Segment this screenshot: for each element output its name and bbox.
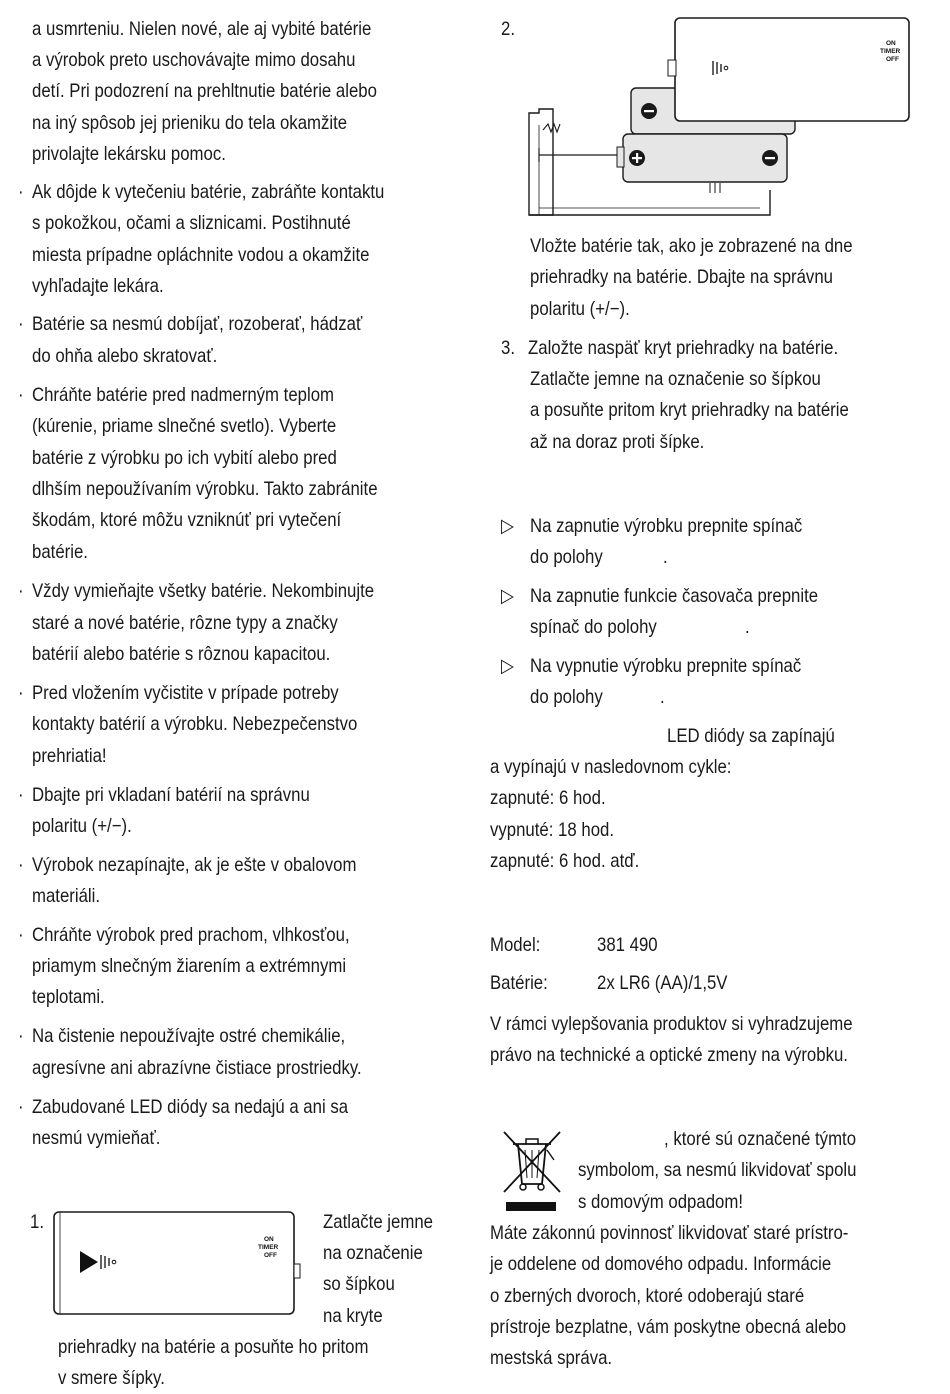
bullet-dot: · (18, 784, 24, 806)
bullet-line: staré a nové batérie, rôzne typy a značky (32, 612, 338, 634)
step-text-line: Na zapnutie výrobku prepnite spínač (530, 515, 803, 537)
step-text-line: so šípkou (323, 1273, 395, 1295)
timer-line: LED diódy sa zapínajú (667, 725, 835, 747)
bullet-line: do ohňa alebo skratovať. (32, 345, 218, 367)
crossed-out-bin-icon (498, 1128, 564, 1214)
bullet-line: dlhším nepoužívaním výrobku. Takto zabránite (32, 478, 378, 500)
bullet-line: (kúrenie, priame slnečné svetlo). Vyberte (32, 415, 337, 437)
triangle-bullet-icon: ▷ (501, 515, 514, 537)
bullet-dot: · (18, 181, 24, 203)
step-text-line: Vložte batérie tak, ako je zobrazené na dne (530, 235, 853, 257)
triangle-bullet-icon: ▷ (501, 655, 514, 677)
bullet-line: polaritu (+/−). (32, 815, 132, 837)
timer-line: zapnuté: 6 hod. atď. (490, 850, 640, 872)
bullet-dot: · (18, 854, 24, 876)
switch-label: ON (886, 40, 896, 47)
disposal-line: je oddelene od domového odpadu. Informácie (490, 1253, 832, 1275)
timer-line: vypnuté: 18 hod. (490, 819, 615, 841)
disposal-line: , ktoré sú označené týmto (664, 1128, 857, 1150)
step-text-line: v smere šípky. (58, 1367, 165, 1389)
bullet-line: batérií alebo batérie s rôznou kapacitou. (32, 643, 331, 665)
step-text-line: do polohy (530, 546, 603, 568)
switch-label: TIMER (258, 1244, 279, 1251)
bullet-line: s pokožkou, očami a sliznicami. Postihnuté (32, 212, 351, 234)
bullet-line: materiáli. (32, 885, 101, 907)
bullet-line: batérie. (32, 541, 88, 563)
step-text-line: na kryte (323, 1305, 383, 1327)
bullet-line: Chráňte batérie pred nadmerným teplom (32, 384, 335, 406)
step-number: 1. (30, 1211, 44, 1233)
bullet-line: Vždy vymieňajte všetky batérie. Nekombinujte (32, 580, 375, 602)
bullet-dot: · (18, 580, 24, 602)
bullet-line: teplotami. (32, 986, 105, 1008)
step-number: 3. (501, 337, 515, 359)
bullet-dot: · (18, 682, 24, 704)
switch-label: TIMER (880, 48, 901, 55)
bullet-line: nesmú vymieňať. (32, 1127, 161, 1149)
step-text-line: . (663, 546, 668, 568)
timer-line: zapnuté: 6 hod. (490, 787, 606, 809)
bullet-line: prehriatia! (32, 745, 107, 767)
step-text-line: do polohy (530, 686, 603, 708)
timer-line: a vypínajú v nasledovnom cykle: (490, 756, 732, 778)
bullet-dot: · (18, 1096, 24, 1118)
bullet-dot: · (18, 384, 24, 406)
step-text-line: priehradky na batérie. Dbajte na správnu (530, 266, 833, 288)
intro-line: privolajte lekársku pomoc. (32, 143, 226, 165)
bullet-line: kontakty batérií a výrobku. Nebezpečenstvo (32, 713, 358, 735)
step-text-line: na označenie (323, 1242, 423, 1264)
switch-label: OFF (886, 56, 899, 63)
disposal-line: o zberných dvoroch, ktoré odoberajú staré (490, 1285, 805, 1307)
disposal-line: symbolom, sa nesmú likvidovať spolu (578, 1159, 857, 1181)
step-text-line: . (660, 686, 665, 708)
spec-value: 2x LR6 (AA)/1,5V (597, 972, 728, 994)
switch-label: ON (264, 1236, 274, 1243)
step-number: 2. (501, 18, 515, 40)
bullet-line: priamym slnečným žiarením a extrémnymi (32, 955, 347, 977)
bullet-line: agresívne ani abrazívne čistiace prostriedky. (32, 1057, 362, 1079)
disposal-line: prístroje bezplatne, vám poskytne obecná alebo (490, 1316, 847, 1338)
disposal-line: s domovým odpadom! (578, 1191, 743, 1213)
bullet-line: škodám, ktoré môžu vzniknúť pri vytečení (32, 509, 342, 531)
bullet-line: Pred vložením vyčistite v prípade potreby (32, 682, 339, 704)
step-text-line: priehradky na batérie a posuňte ho pritom (58, 1336, 369, 1358)
spec-label: Batérie: (490, 972, 548, 994)
intro-line: a výrobok preto uschovávajte mimo dosahu (32, 49, 356, 71)
spec-label: Model: (490, 934, 541, 956)
step-text-line: Založte naspäť kryt priehradky na batérie. (528, 337, 839, 359)
step-text-line: Na zapnutie funkcie časovača prepnite (530, 585, 819, 607)
bullet-line: miesta prípadne opláchnite vodou a okamžite (32, 244, 370, 266)
triangle-bullet-icon: ▷ (501, 585, 514, 607)
step-text-line: až na doraz proti šípke. (530, 431, 705, 453)
intro-line: na iný spôsob jej prieniku do tela okamžite (32, 112, 348, 134)
spec-value: 381 490 (597, 934, 658, 956)
bullet-dot: · (18, 1025, 24, 1047)
bullet-line: vyhľadajte lekára. (32, 275, 164, 297)
bullet-line: Na čistenie nepoužívajte ostré chemikálie, (32, 1025, 346, 1047)
spec-note-line: V rámci vylepšovania produktov si vyhradzujeme (490, 1013, 853, 1035)
battery-cover-illustration (50, 1208, 310, 1318)
step-text-line: Zatlačte jemne na označenie so šípkou (530, 368, 821, 390)
step-text-line: Zatlačte jemne (323, 1211, 433, 1233)
intro-line: a usmrteniu. Nielen nové, ale aj vybité batérie (32, 18, 372, 40)
step-text-line: a posuňte pritom kryt priehradky na batérie (530, 399, 849, 421)
switch-label: OFF (264, 1252, 277, 1259)
battery-insertion-illustration (525, 15, 915, 220)
step-text-line: Na vypnutie výrobku prepnite spínač (530, 655, 802, 677)
step-text-line: . (745, 616, 750, 638)
bullet-line: batérie z výrobku po ich vybití alebo pred (32, 447, 337, 469)
bullet-line: Výrobok nezapínajte, ak je ešte v obalovom (32, 854, 357, 876)
bullet-line: Dbajte pri vkladaní batérií na správnu (32, 784, 310, 806)
intro-line: detí. Pri podozrení na prehltnutie batérie alebo (32, 80, 377, 102)
step-text-line: polaritu (+/−). (530, 298, 630, 320)
bullet-line: Batérie sa nesmú dobíjať, rozoberať, hádzať (32, 313, 363, 335)
disposal-line: Máte zákonnú povinnosť likvidovať staré prístro- (490, 1222, 849, 1244)
step-text-line: spínač do polohy (530, 616, 657, 638)
bullet-line: Zabudované LED diódy sa nedajú a ani sa (32, 1096, 349, 1118)
disposal-line: mestská správa. (490, 1347, 613, 1369)
bullet-dot: · (18, 313, 24, 335)
bullet-line: Ak dôjde k vytečeniu batérie, zabráňte kontaktu (32, 181, 385, 203)
spec-note-line: právo na technické a optické zmeny na výrobku. (490, 1044, 848, 1066)
bullet-dot: · (18, 924, 24, 946)
bullet-line: Chráňte výrobok pred prachom, vlhkosťou, (32, 924, 350, 946)
